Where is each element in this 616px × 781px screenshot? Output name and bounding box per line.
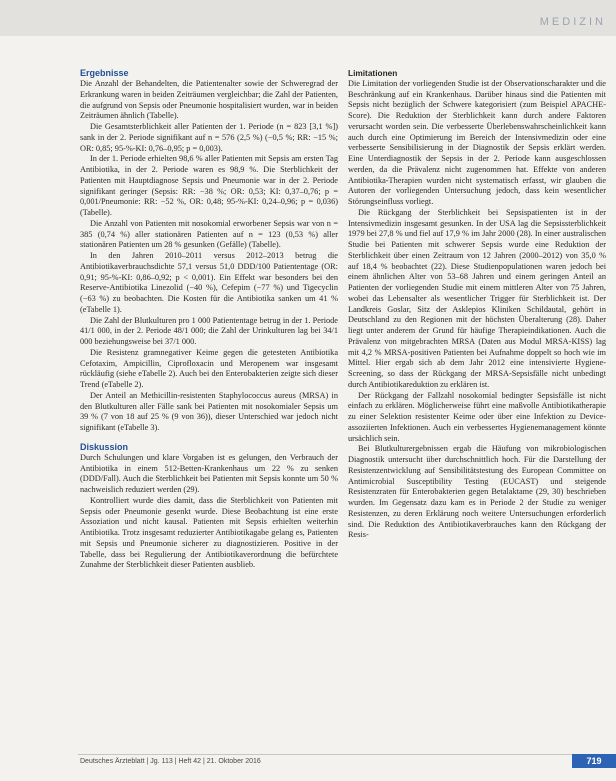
body-paragraph: Die Resistenz gramnegativer Keime gegen die getesteten Antibiotika Cefotaxim, Ampicillin, Ciprofloxacin und Meropenem war insgesamt rückläufig (siehe eTabelle 2). Auch bei den Enterobakterien zeigte sich dieser Trend (eTabelle 2). (80, 347, 338, 389)
page-number: 719 (572, 754, 616, 768)
body-paragraph: Die Zahl der Blutkulturen pro 1 000 Patiententage betrug in der 1. Periode 41/1 000, in der 2. Periode 48/1 000; die Zahl der Urinkulturen lag bei 34/1 000 beziehungsweise bei 37/1 000. (80, 315, 338, 346)
footer-divider (78, 754, 616, 755)
left-column (80, 68, 338, 571)
results-heading: Ergebnisse (80, 68, 129, 78)
discussion-heading: Diskussion (80, 441, 129, 452)
section-label: MEDIZIN (539, 16, 606, 28)
body-paragraph: Die Limitation der vorliegenden Studie ist der Observationscharakter und die Beschränkung auf ein Krankenhaus. Darüber hinaus sind die Patienten mit Sepsis nicht bezüglich der Schwere kategorisiert (zum Beispiel APACHE-Score). Die Reduktion der Sterblichkeit kann durch andere Faktoren verursacht worden sein. Die verbesserte Überlebenswahrscheinlichkeit kann auch durch eine Optimierung im Bereich der Intensivmedizin oder eine verbesserte Sensibilisierung in der Diagnostik der Sepsis erklärt werden. Eine Unterdiagnostik der Sepsis in der 2. Periode kann ausgeschlossen werden, da die Prävalenz nicht zugenommen hat. Effekte von anderen Antibiotika-Therapien wurden nicht systematisch erfasst, wir glauben die Autoren der vorliegenden Untersuchung jedoch, dass kein wesentlicher Störungseinfluss vorliegt. (348, 78, 606, 206)
header-band (0, 0, 616, 36)
body-paragraph: Durch Schulungen und klare Vorgaben ist es gelungen, den Verbrauch der Antibiotika in einem 512-Betten-Krankenhaus um 22 % zu senken (DDD/Fall). Auch die Sterblichkeit bei Patienten mit Sepsis konnte um 50 % nachweislich reduziert werden (29). (80, 452, 338, 494)
body-paragraph: Die Rückgang der Sterblichkeit bei Sepsispatienten ist in der Intensivmedizin insgesamt gesunken. In der USA lag die Sepsissterblichkeit 1979 bei 27,8 % und fiel auf 17,9 % im Jahr 2000 (28). In einer australischen Studie bei Patienten mit schwerer Sepsis wurde eine Reduktion der Sterblichkeit über einen Zeitraum von 12 Jahren (2000–2012) von 35,0 % auf 18,4 % beobachtet (22). Diese Studienpopulationen waren jedoch bei einem ähnlichen Alter von 53–68 Jahren und einem geringen Anteil an Patienten der vorliegenden Studie mit einem mittleren Alter von 75 Jahren, wobei das Lebensalter als wesentlicher Trigger für Sterblichkeit ist. Der Landkreis Goslar, Sitz der Asklepios Kliniken Schildautal, gehört in Deutschland zu den Regionen mit der höchsten Überalterung (28). Daher liegt unter anderem der Grund für häufige Therapieindikationen. Auch die Prävalenz von mitgebrachten MRSA (Daten aus Modul MRSA-KISS) lag mit 4,2 % MRSA-positiven Patienten bei Aufnahme doppelt so hoch wie im Mittel. Hier ergab sich ab dem Jahr 2012 eine intensivierte Hygiene-Screening, so dass der Rückgang der MRSA-Sepsisfälle nicht unbedingt durch Antibiotikareduktion zu erklären ist. (348, 207, 606, 389)
journal-citation: Deutsches Ärzteblatt | Jg. 113 | Heft 42 | 21. Oktober 2016 (80, 758, 261, 765)
right-column (348, 68, 606, 541)
body-paragraph: Der Anteil an Methicillin-resistenten Staphylococcus aureus (MRSA) in den Blutkulturen aller Fälle sank bei Patienten mit nosokomialer Sepsis um 39 % (7 von 18 auf 25 % (9 von 36)), dieser Unterschied war jedoch nicht signifikant (eTabelle 3). (80, 390, 338, 432)
body-paragraph: Kontrolliert wurde dies damit, dass die Sterblichkeit von Patienten mit Sepsis oder Pneumonie gesenkt wurde. Diese Beobachtung ist eine erste Assoziation und nicht kausal. Patienten mit Sepsis erhielten weiterhin Antibiotika. Trotz insgesamt reduzierter Antibiotikagabe gelang es, Patienten mit Sepsis und Pneumonie sicherer zu diagnostizieren. Positive in der Tabelle, dass bei Regulierung der Antibiotikaverordnung die befürchtete Zunahme der Sterblichkeit dieser Patienten ausblieb. (80, 495, 338, 570)
body-paragraph: Die Anzahl der Behandelten, die Patientenalter sowie der Schweregrad der Erkrankung waren in beiden Zeiträumen vergleichbar; die Zahl der Patienten, die aufgrund von Sepsis oder Pneumonie hospitalisiert wurden, war in beiden Zeiträumen ähnlich (Tabelle). (80, 79, 338, 121)
body-paragraph: Die Anzahl von Patienten mit nosokomial erworbener Sepsis war von n = 385 (0,74 %) aller stationären Patienten auf n = 123 (0,53 %) aller stationären Patienten um 28 % gesunken (Gefälle) (Tabelle). (80, 218, 338, 250)
body-paragraph: In den Jahren 2010–2011 versus 2012–2013 betrug die Antibiotikaverbrauchsdichte 57,1 versus 51,0 DDD/100 Patiententage (OR: 0,91; 95-%-KI: 0,86–0,92; p < 0,001). Ein Effekt war besonders bei den Reserve-Antibiotika Linezolid (−40 %), Cefepim (−77 %) und Tigecyclin (−63 %) zu beobachten. Die Kosten für die Antibiotika sanken um 41 % (eTabelle 1). (80, 251, 338, 314)
body-paragraph: Bei Blutkulturergebnissen ergab die Häufung von mikrobiologischen Diagnostik untersucht über durchschnittlich hoch. Für die Darstellung der Resistenzentwicklung auf Sensibilitätstestung des European Committee on Antimicrobial Susceptibility Testing (EUCAST) und steigende Resistenzraten für Enterobakterien gegen Betalaktame (29, 30) beschrieben wurden. Im Gegensatz dazu kam es in Periode 2 der Studie zu weniger Resistenzen, zu deren Erklärung noch weitere Untersuchungen erforderlich sind. Die Reduktion des Antibiotikaverbrauches kann den Rückgang der Resis- (348, 444, 606, 540)
body-paragraph: Der Rückgang der Fallzahl nosokomial bedingter Sepsisfälle ist nicht einfach zu erklären. Möglicherweise führt eine maßvolle Antibiotikatherapie zu einer Selektion resistenter Keime oder über eine Infektion zu Device-assoziierten Infektionen. Auch ein verbessertes Hygienemanagement könnte ursächlich sein. (348, 390, 606, 443)
body-paragraph: In der 1. Periode erhielten 98,6 % aller Patienten mit Sepsis am ersten Tag Antibiotika, in der 2. Periode waren es 98,9 %. Die Sterblichkeit der Patienten mit Hauptdiagnose Sepsis und Pneumonie war in der 2. Periode signifikant geringer (Sepsis: RR: −38 %; OR: 0,53; KI: 0,37–0,76; p = 0,001/Pneumonie: RR: −52 %, OR: 0,48; 95-%-KI: 0,24–0,96; p = 0,036) (Tabelle). (80, 154, 338, 217)
limitations-heading: Limitationen (348, 68, 398, 78)
body-paragraph: Die Gesamtsterblichkeit aller Patienten der 1. Periode (n = 823 [3,1 %]) sank in der 2. Periode signifikant auf n = 576 (2,5 %) (−0,5 %; RR: −15 %; OR: 0,85; 95-%-KI: 0,76–0,95; p = 0,003). (80, 122, 338, 153)
